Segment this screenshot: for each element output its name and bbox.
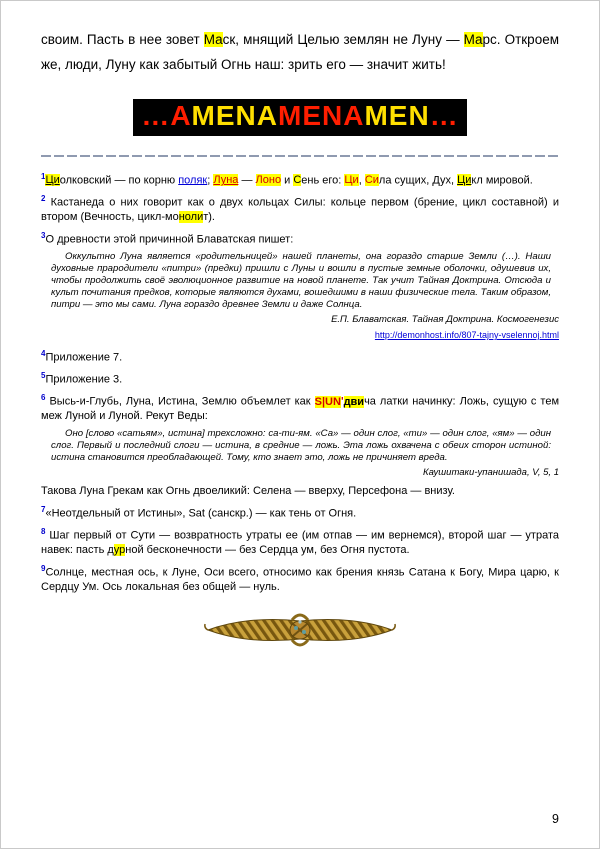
text-run: Приложение 3. xyxy=(45,373,123,386)
footnote-marker: 3 xyxy=(41,230,46,240)
highlighted-text: С xyxy=(293,174,302,187)
text-run: своим. Пасть в нее зовет xyxy=(41,32,204,47)
footnote-3-link-line xyxy=(41,328,559,343)
text-run: кл мировой. xyxy=(471,174,533,187)
text-run: ' xyxy=(340,395,344,408)
highlighted-text: ноли xyxy=(178,211,204,224)
footnote-marker: 8 xyxy=(41,526,46,536)
footnote-separator-line xyxy=(41,155,559,157)
footnote-marker: 7 xyxy=(41,504,46,514)
page-number: 9 xyxy=(552,812,559,826)
text-run: … xyxy=(141,100,171,131)
text-run: , xyxy=(358,174,365,187)
highlighted-text: Ма xyxy=(203,32,223,47)
text-run: «Неотдельный от Истины», Sat (санскр.) — как тень от Огня. xyxy=(45,507,357,520)
amen-banner xyxy=(133,99,466,136)
text-run: т). xyxy=(203,211,215,224)
text-run: Шаг первый от Сути — возвратность утраты ее (им отпав — им вернемся), второй шаг — утрата навек: пасть д xyxy=(41,529,559,557)
footnote-marker: 9 xyxy=(41,563,46,573)
text-run: MENA xyxy=(278,100,365,131)
text-run: ной бесконечности — без Сердца ум, без Огня пустота. xyxy=(125,544,410,557)
footnote-9 xyxy=(41,562,559,595)
footnote-1 xyxy=(41,170,559,188)
text-run: ча латки начинку: Ложь, сущую с тем меж Луной и Луной. Рекут Веды: xyxy=(41,395,560,423)
intro-paragraph xyxy=(41,27,559,77)
highlighted-text: Ци xyxy=(344,174,359,187)
text-run: ень его: xyxy=(301,174,345,187)
highlighted-text: Си xyxy=(364,174,379,187)
footnote-marker: 2 xyxy=(41,193,46,203)
text-run: ; xyxy=(207,174,214,187)
garland-ornament xyxy=(41,608,559,657)
highlighted-text: дви xyxy=(343,395,365,408)
highlighted-text: Ци xyxy=(457,174,472,187)
footnote-marker: 5 xyxy=(41,370,46,380)
footnote-marker: 6 xyxy=(41,393,46,403)
text-run: Солнце, местная ось, к Луне, Оси всего, относимо как брения князь Сатана к Богу, Мира царю, к Сердцу Ум. Ось локальная без общей — нуль. xyxy=(41,566,559,593)
footnote-3-attribution xyxy=(41,313,559,328)
footnote-8 xyxy=(41,525,559,558)
highlighted-text: Ци xyxy=(45,174,60,187)
text-run: ла сущих, Дух, xyxy=(378,174,458,187)
highlighted-text: S|UN xyxy=(314,395,341,408)
demonhost-link[interactable]: http://demonhost.info/807-tajny-vselennoj.html xyxy=(374,330,559,341)
text-run: О древности этой причинной Блаватская пишет: xyxy=(45,233,294,246)
highlighted-text: Лоно xyxy=(255,174,282,187)
text-run: Такова Луна Грекам как Огнь двоеликий: Селена — вверху, Персефона — внизу. xyxy=(41,485,455,498)
footnote-3-quote xyxy=(51,251,551,311)
footnote-4 xyxy=(41,347,559,365)
footnote-2 xyxy=(41,192,559,225)
footnote-marker: 4 xyxy=(41,348,46,358)
footnotes-section xyxy=(41,170,559,594)
text-run: рс. Откроем же, люди, Луну как забытый Огнь наш: зрить его — значит жить! xyxy=(41,32,559,72)
text-run: и xyxy=(281,174,294,187)
text-run: Каушитаки-упанишада, V, 5, 1 xyxy=(422,466,559,478)
text-run: — xyxy=(238,174,256,187)
text-run: Оно [слово «сатьям», истина] трехсложно: са-ти-ям. «Са» — один слог, «ти» — один слог, «ям» — один слог. Первый и последний слоги — истина, в средние — ложь. Эта ложь охвачена с обеих сторон истиной: истина становится преобладающей. Тому, кто знает это, ложь не причиняет вреда. xyxy=(51,427,551,463)
text-run: Е.П. Блаватская. Тайная Доктрина. Космогенезис xyxy=(331,313,559,325)
footnote-3-intro xyxy=(41,229,559,247)
footnote-6-intro xyxy=(41,391,559,424)
polyak-link[interactable]: поляк xyxy=(178,174,208,187)
golden-garland-ornament-svg xyxy=(202,608,398,652)
banner-wrap xyxy=(41,99,559,136)
text-run: Приложение 7. xyxy=(45,351,123,364)
footnote-7 xyxy=(41,503,559,521)
footnote-6-followup xyxy=(41,484,559,499)
text-run: Высь-и-Глубь, Луна, Истина, Землю объемлет как xyxy=(45,395,315,408)
text-run: олковский — по корню xyxy=(59,174,179,187)
text-run: … xyxy=(429,100,459,131)
highlighted-text: ур xyxy=(113,544,126,557)
footnote-5 xyxy=(41,369,559,387)
footnote-6-quote xyxy=(51,428,551,464)
highlighted-text: Луна xyxy=(213,174,239,187)
highlighted-text: Ма xyxy=(463,32,483,47)
text-run: Оккультно Луна является «родительницей» нашей планеты, она гораздо старше Земли (…). Наши духовные прародители «питри» (предки) пришли с Луны и вошли в пустые земные оболочки, одушевив их, чтобы продолжить своё эволюционное развитие на новой планете. Так учит Тайная Доктрина. Отсюда и культ почитания предков, которые являются духами, вошедшими в наши физические тела. Таким образом, питри — это мы сами. Луна гораздо древнее Земли и даже Солнца. xyxy=(51,250,551,310)
text-run: MENA xyxy=(191,100,278,131)
text-run: Кастанеда о них говорит как о двух кольцах Силы: кольце первом (брение, цикл составной) и втором (Вечность, цикл-мо xyxy=(41,196,559,224)
footnote-6-attribution xyxy=(41,466,559,481)
footnote-marker: 1 xyxy=(41,171,46,181)
text-run: MEN xyxy=(364,100,430,131)
text-run: ск, мнящий Целью землян не Луну — xyxy=(222,32,464,47)
text-run: A xyxy=(170,100,192,131)
